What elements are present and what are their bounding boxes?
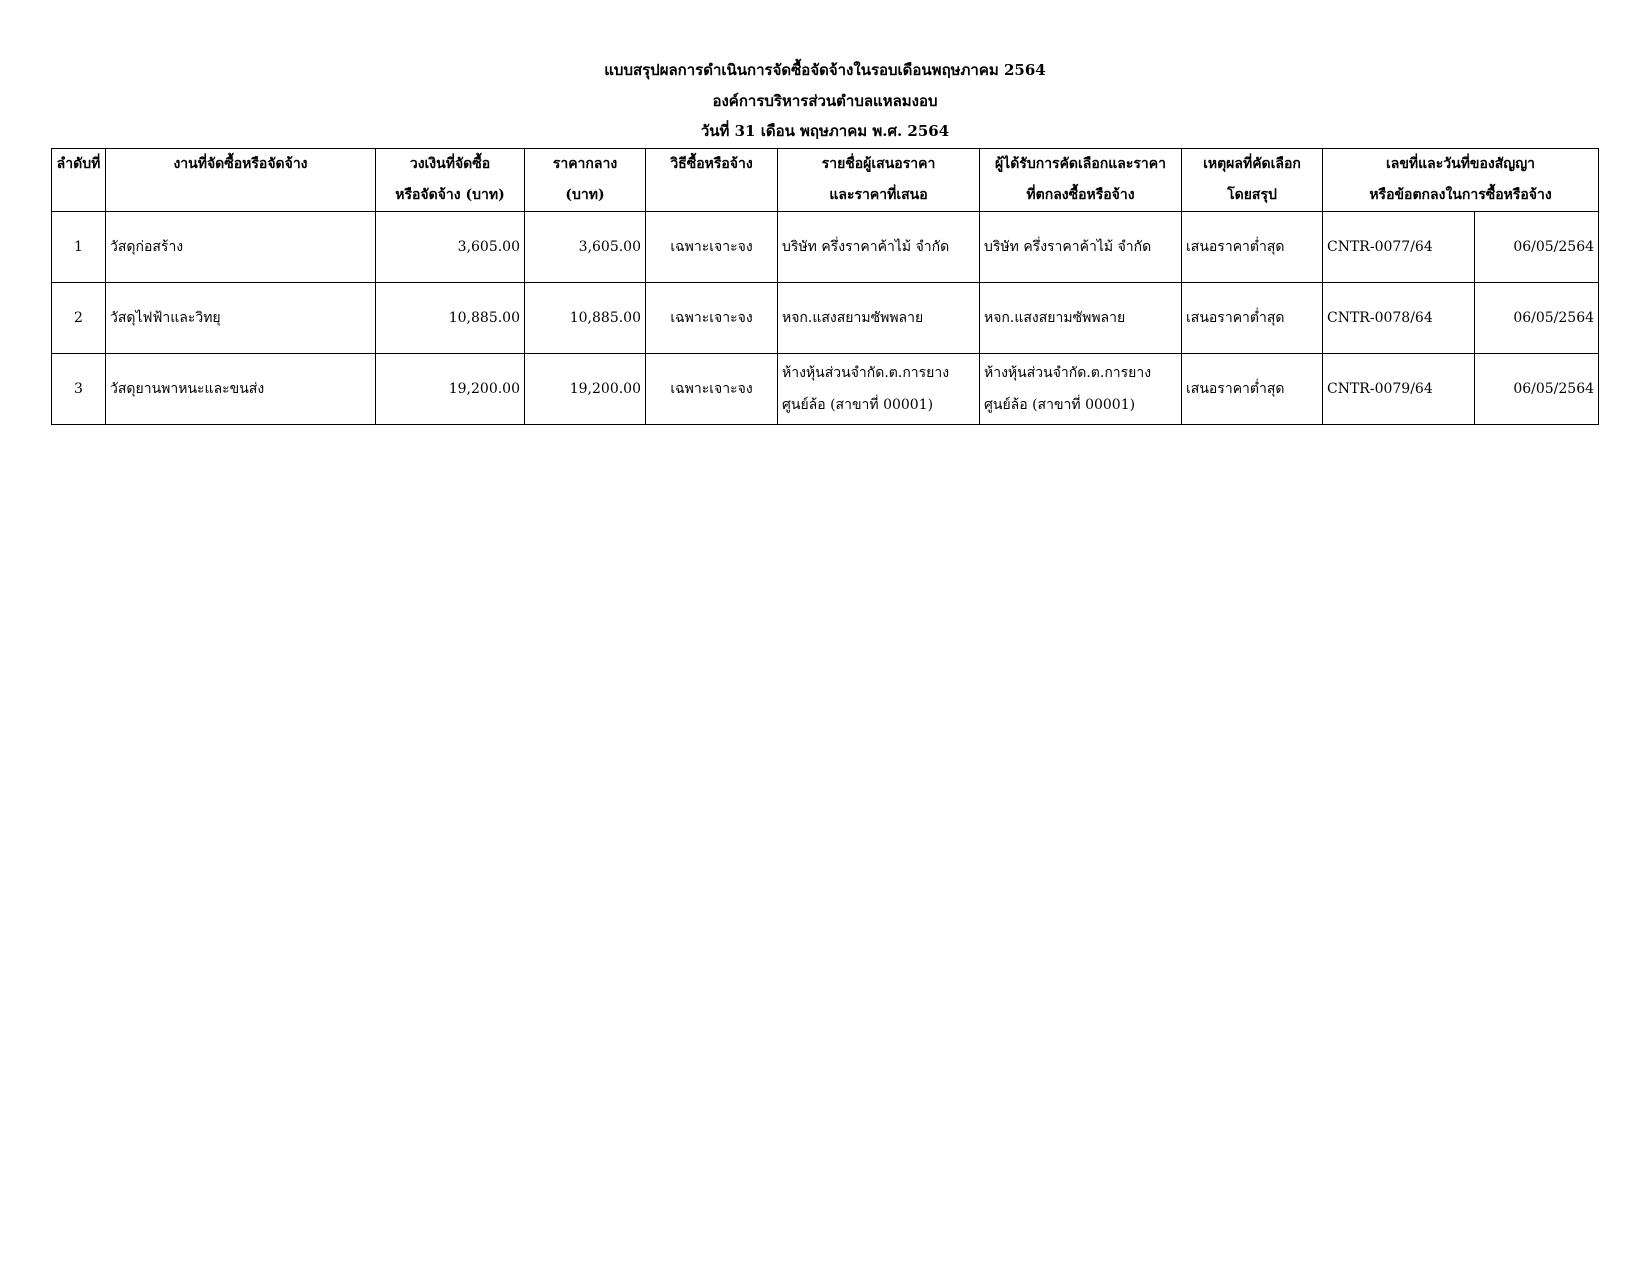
row-contract-no: CNTR-0079/64 (1323, 354, 1475, 425)
table-row (52, 354, 1599, 425)
row-bidders: หจก.แสงสยามซัพพลาย (778, 283, 980, 354)
row-contract-date: 06/05/2564 (1475, 283, 1599, 354)
row-bidders: ห้างหุ้นส่วนจำกัด.ต.การยาง ศูนย์ล้อ (สาขาที่ 00001) (778, 354, 980, 425)
row-budget: 10,885.00 (376, 283, 525, 354)
col-header-budget: วงเงินที่จัดซื้อ หรือจัดจ้าง (บาท) (376, 149, 525, 212)
col-header-bidders: รายชื่อผู้เสนอราคา และราคาที่เสนอ (778, 149, 980, 212)
row-median: 3,605.00 (525, 212, 646, 283)
row-contract-no: CNTR-0078/64 (1323, 283, 1475, 354)
row-no: 2 (52, 283, 106, 354)
row-work: วัสดุไฟฟ้าและวิทยุ (106, 283, 376, 354)
row-method: เฉพาะเจาะจง (646, 212, 778, 283)
report-title: แบบสรุปผลการดำเนินการจัดซื้อจัดจ้างในรอบเดือนพฤษภาคม 2564 (604, 61, 1046, 79)
row-reason: เสนอราคาต่ำสุด (1182, 283, 1323, 354)
row-winner: หจก.แสงสยามซัพพลาย (980, 283, 1182, 354)
row-work: วัสดุยานพาหนะและขนส่ง (106, 354, 376, 425)
report-date: วันที่ 31 เดือน พฤษภาคม พ.ศ. 2564 (700, 122, 950, 140)
row-contract-no: CNTR-0077/64 (1323, 212, 1475, 283)
row-budget: 3,605.00 (376, 212, 525, 283)
col-header-reason: เหตุผลที่คัดเลือก โดยสรุป (1182, 149, 1323, 212)
row-work: วัสดุก่อสร้าง (106, 212, 376, 283)
col-header-winner: ผู้ได้รับการคัดเลือกและราคา ที่ตกลงซื้อหรือจ้าง (980, 149, 1182, 212)
row-reason: เสนอราคาต่ำสุด (1182, 354, 1323, 425)
row-budget: 19,200.00 (376, 354, 525, 425)
row-no: 1 (52, 212, 106, 283)
row-contract-date: 06/05/2564 (1475, 212, 1599, 283)
row-median: 10,885.00 (525, 283, 646, 354)
col-header-work: งานที่จัดซื้อหรือจัดจ้าง (106, 149, 376, 212)
col-header-contract: เลขที่และวันที่ของสัญญา หรือข้อตกลงในการซื้อหรือจ้าง (1323, 149, 1599, 212)
col-header-no: ลำดับที่ (52, 149, 106, 212)
row-winner: บริษัท ครึ่งราคาค้าไม้ จำกัด (980, 212, 1182, 283)
procurement-table (51, 148, 1599, 425)
col-header-median: ราคากลาง (บาท) (525, 149, 646, 212)
row-winner: ห้างหุ้นส่วนจำกัด.ต.การยาง ศูนย์ล้อ (สาขาที่ 00001) (980, 354, 1182, 425)
col-header-method: วิธีซื้อหรือจ้าง (646, 149, 778, 212)
table-header-row (52, 149, 1599, 212)
row-method: เฉพาะเจาะจง (646, 283, 778, 354)
table-row (52, 212, 1599, 283)
table-row (52, 283, 1599, 354)
organization-name: องค์การบริหารส่วนตำบลแหลมงอบ (712, 92, 938, 110)
row-median: 19,200.00 (525, 354, 646, 425)
row-contract-date: 06/05/2564 (1475, 354, 1599, 425)
row-method: เฉพาะเจาะจง (646, 354, 778, 425)
row-no: 3 (52, 354, 106, 425)
row-bidders: บริษัท ครึ่งราคาค้าไม้ จำกัด (778, 212, 980, 283)
row-reason: เสนอราคาต่ำสุด (1182, 212, 1323, 283)
